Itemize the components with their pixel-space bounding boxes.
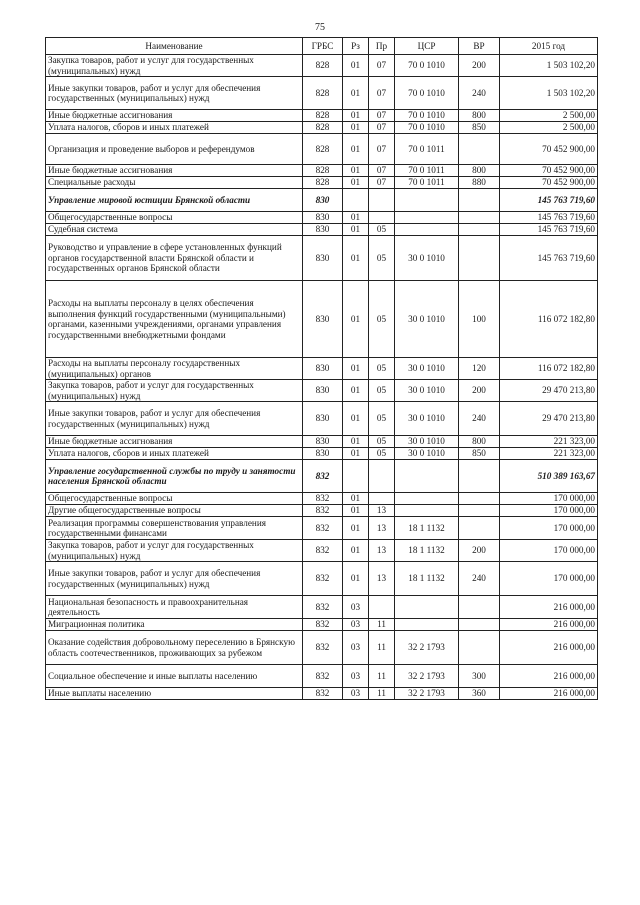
cell-pr: 11 (369, 631, 395, 665)
table-row (46, 134, 598, 165)
cell-csr: 30 0 1010 (395, 358, 459, 380)
table-row (46, 631, 598, 665)
table-row (46, 402, 598, 436)
cell-amount: 29 470 213,80 (500, 380, 598, 402)
cell-amount: 216 000,00 (500, 688, 598, 700)
table-row (46, 189, 598, 212)
cell-csr (395, 460, 459, 493)
table-row (46, 493, 598, 505)
table-row (46, 448, 598, 460)
cell-amount: 221 323,00 (500, 448, 598, 460)
cell-grbs: 828 (303, 134, 343, 165)
cell-name: Общегосударственные вопросы (46, 493, 303, 505)
cell-csr (395, 493, 459, 505)
cell-grbs: 832 (303, 517, 343, 540)
cell-vr (459, 619, 500, 631)
cell-name: Управление государственной службы по труду и занятости населения Брянской области (46, 460, 303, 493)
cell-rz: 01 (343, 55, 369, 77)
cell-name: Иные выплаты населению (46, 688, 303, 700)
cell-rz: 01 (343, 177, 369, 189)
cell-vr: 300 (459, 665, 500, 688)
cell-grbs: 830 (303, 448, 343, 460)
header-row (46, 38, 598, 55)
cell-grbs: 828 (303, 165, 343, 177)
cell-name: Иные бюджетные ассигнования (46, 110, 303, 122)
cell-amount: 216 000,00 (500, 631, 598, 665)
cell-csr: 30 0 1010 (395, 380, 459, 402)
cell-amount: 116 072 182,80 (500, 281, 598, 358)
cell-pr: 11 (369, 619, 395, 631)
cell-rz: 01 (343, 436, 369, 448)
cell-grbs: 832 (303, 505, 343, 517)
cell-grbs: 830 (303, 189, 343, 212)
cell-amount: 2 500,00 (500, 122, 598, 134)
cell-vr (459, 631, 500, 665)
cell-csr: 32 2 1793 (395, 631, 459, 665)
cell-csr: 70 0 1010 (395, 55, 459, 77)
cell-amount: 216 000,00 (500, 665, 598, 688)
cell-grbs: 828 (303, 177, 343, 189)
cell-grbs: 832 (303, 619, 343, 631)
table-row (46, 236, 598, 281)
cell-pr: 05 (369, 402, 395, 436)
cell-pr: 07 (369, 177, 395, 189)
cell-amount: 170 000,00 (500, 562, 598, 596)
cell-csr: 70 0 1010 (395, 122, 459, 134)
cell-amount: 145 763 719,60 (500, 189, 598, 212)
cell-grbs: 830 (303, 380, 343, 402)
cell-amount: 145 763 719,60 (500, 212, 598, 224)
cell-amount: 116 072 182,80 (500, 358, 598, 380)
cell-grbs: 832 (303, 631, 343, 665)
cell-rz: 01 (343, 540, 369, 562)
cell-grbs: 832 (303, 540, 343, 562)
cell-rz: 01 (343, 448, 369, 460)
cell-amount: 216 000,00 (500, 619, 598, 631)
cell-vr (459, 212, 500, 224)
cell-rz: 01 (343, 110, 369, 122)
cell-csr (395, 189, 459, 212)
cell-name: Уплата налогов, сборов и иных платежей (46, 122, 303, 134)
cell-csr: 70 0 1010 (395, 110, 459, 122)
cell-grbs: 832 (303, 460, 343, 493)
cell-vr: 880 (459, 177, 500, 189)
table-row (46, 212, 598, 224)
cell-vr: 240 (459, 562, 500, 596)
cell-vr (459, 460, 500, 493)
cell-name: Расходы на выплаты персоналу государственных (муниципальных) органов (46, 358, 303, 380)
cell-rz: 01 (343, 281, 369, 358)
cell-pr: 13 (369, 562, 395, 596)
cell-name: Закупка товаров, работ и услуг для государственных (муниципальных) нужд (46, 380, 303, 402)
cell-name: Социальное обеспечение и иные выплаты населению (46, 665, 303, 688)
cell-csr: 30 0 1010 (395, 236, 459, 281)
cell-pr: 07 (369, 122, 395, 134)
table-row (46, 358, 598, 380)
cell-rz: 01 (343, 505, 369, 517)
cell-grbs: 828 (303, 55, 343, 77)
cell-pr: 05 (369, 448, 395, 460)
cell-name: Общегосударственные вопросы (46, 212, 303, 224)
table-row (46, 596, 598, 619)
cell-amount: 70 452 900,00 (500, 165, 598, 177)
cell-amount: 29 470 213,80 (500, 402, 598, 436)
cell-vr (459, 596, 500, 619)
cell-csr (395, 596, 459, 619)
cell-rz: 03 (343, 619, 369, 631)
cell-rz: 01 (343, 562, 369, 596)
cell-pr (369, 493, 395, 505)
cell-rz: 01 (343, 165, 369, 177)
cell-csr: 70 0 1010 (395, 77, 459, 110)
cell-name: Национальная безопасность и правоохранительная деятельность (46, 596, 303, 619)
cell-pr: 07 (369, 77, 395, 110)
cell-rz: 01 (343, 517, 369, 540)
table-row (46, 77, 598, 110)
cell-amount: 2 500,00 (500, 110, 598, 122)
table-row (46, 224, 598, 236)
cell-name: Расходы на выплаты персоналу в целях обеспечения выполнения функций государственными (муниципальными) органами, казенными учреждениями, органами управления государственными внебюджетными фондами (46, 281, 303, 358)
cell-rz: 01 (343, 402, 369, 436)
cell-grbs: 830 (303, 224, 343, 236)
cell-grbs: 832 (303, 688, 343, 700)
cell-pr (369, 189, 395, 212)
cell-vr: 200 (459, 55, 500, 77)
cell-name: Уплата налогов, сборов и иных платежей (46, 448, 303, 460)
cell-vr: 800 (459, 436, 500, 448)
cell-name: Иные бюджетные ассигнования (46, 165, 303, 177)
cell-pr: 05 (369, 358, 395, 380)
table-row (46, 665, 598, 688)
table-row (46, 540, 598, 562)
table-row (46, 177, 598, 189)
cell-amount: 170 000,00 (500, 493, 598, 505)
cell-csr (395, 224, 459, 236)
cell-name: Оказание содействия добровольному переселению в Брянскую область соотечественников, проживающих за рубежом (46, 631, 303, 665)
table-row (46, 165, 598, 177)
cell-rz (343, 189, 369, 212)
cell-csr (395, 619, 459, 631)
cell-pr: 07 (369, 55, 395, 77)
cell-csr: 30 0 1010 (395, 436, 459, 448)
col-header-csr: ЦСР (395, 38, 459, 55)
cell-pr: 05 (369, 236, 395, 281)
cell-pr: 07 (369, 134, 395, 165)
cell-grbs: 828 (303, 122, 343, 134)
col-header-rz: Рз (343, 38, 369, 55)
cell-name: Иные закупки товаров, работ и услуг для обеспечения государственных (муниципальных) нужд (46, 402, 303, 436)
cell-vr (459, 493, 500, 505)
cell-csr: 18 1 1132 (395, 517, 459, 540)
cell-name: Закупка товаров, работ и услуг для государственных (муниципальных) нужд (46, 540, 303, 562)
cell-amount: 170 000,00 (500, 517, 598, 540)
cell-name: Управление мировой юстиции Брянской области (46, 189, 303, 212)
cell-vr (459, 505, 500, 517)
cell-name: Организация и проведение выборов и референдумов (46, 134, 303, 165)
cell-rz: 03 (343, 688, 369, 700)
cell-name: Иные закупки товаров, работ и услуг для обеспечения государственных (муниципальных) нужд (46, 562, 303, 596)
cell-amount: 145 763 719,60 (500, 224, 598, 236)
cell-vr (459, 517, 500, 540)
cell-csr: 30 0 1010 (395, 281, 459, 358)
cell-rz: 01 (343, 224, 369, 236)
cell-pr: 05 (369, 224, 395, 236)
cell-amount: 510 389 163,67 (500, 460, 598, 493)
cell-pr: 13 (369, 517, 395, 540)
page-number: 75 (315, 22, 325, 33)
cell-csr: 70 0 1011 (395, 177, 459, 189)
cell-pr: 11 (369, 688, 395, 700)
cell-name: Иные бюджетные ассигнования (46, 436, 303, 448)
cell-grbs: 832 (303, 665, 343, 688)
cell-pr: 13 (369, 505, 395, 517)
table-row (46, 505, 598, 517)
cell-pr (369, 212, 395, 224)
cell-vr (459, 134, 500, 165)
cell-rz: 01 (343, 380, 369, 402)
col-header-year: 2015 год (500, 38, 598, 55)
cell-pr (369, 460, 395, 493)
cell-name: Руководство и управление в сфере установленных функций органов государственной власти Брянской области и государственных органов Брянской области (46, 236, 303, 281)
table-row (46, 281, 598, 358)
table-row (46, 380, 598, 402)
cell-name: Иные закупки товаров, работ и услуг для обеспечения государственных (муниципальных) нужд (46, 77, 303, 110)
cell-pr: 11 (369, 665, 395, 688)
cell-rz: 03 (343, 596, 369, 619)
cell-csr: 18 1 1132 (395, 540, 459, 562)
col-header-grbs: ГРБС (303, 38, 343, 55)
cell-vr: 200 (459, 540, 500, 562)
cell-grbs: 828 (303, 77, 343, 110)
cell-grbs: 830 (303, 436, 343, 448)
cell-amount: 70 452 900,00 (500, 177, 598, 189)
table-row (46, 436, 598, 448)
cell-amount: 221 323,00 (500, 436, 598, 448)
cell-pr: 07 (369, 165, 395, 177)
cell-rz: 01 (343, 236, 369, 281)
cell-amount: 1 503 102,20 (500, 77, 598, 110)
cell-name: Судебная система (46, 224, 303, 236)
cell-csr (395, 505, 459, 517)
cell-pr: 07 (369, 110, 395, 122)
cell-vr: 800 (459, 165, 500, 177)
cell-csr: 30 0 1010 (395, 402, 459, 436)
table-row (46, 55, 598, 77)
cell-pr: 13 (369, 540, 395, 562)
cell-vr: 240 (459, 77, 500, 110)
cell-rz: 01 (343, 77, 369, 110)
table-row (46, 619, 598, 631)
cell-grbs: 830 (303, 402, 343, 436)
col-header-pr: Пр (369, 38, 395, 55)
col-header-name: Наименование (46, 38, 303, 55)
cell-grbs: 830 (303, 212, 343, 224)
cell-amount: 1 503 102,20 (500, 55, 598, 77)
cell-vr: 850 (459, 122, 500, 134)
cell-rz: 01 (343, 134, 369, 165)
cell-name: Миграционная политика (46, 619, 303, 631)
cell-csr: 70 0 1011 (395, 165, 459, 177)
cell-grbs: 832 (303, 493, 343, 505)
table-row (46, 110, 598, 122)
cell-vr: 120 (459, 358, 500, 380)
cell-grbs: 832 (303, 596, 343, 619)
cell-rz: 03 (343, 631, 369, 665)
cell-vr: 240 (459, 402, 500, 436)
table-row (46, 562, 598, 596)
cell-pr: 05 (369, 436, 395, 448)
cell-csr: 18 1 1132 (395, 562, 459, 596)
cell-csr: 70 0 1011 (395, 134, 459, 165)
cell-grbs: 830 (303, 281, 343, 358)
cell-rz: 01 (343, 358, 369, 380)
cell-rz (343, 460, 369, 493)
cell-amount: 170 000,00 (500, 505, 598, 517)
cell-vr (459, 224, 500, 236)
cell-grbs: 830 (303, 358, 343, 380)
cell-amount: 145 763 719,60 (500, 236, 598, 281)
cell-vr (459, 236, 500, 281)
cell-csr: 30 0 1010 (395, 448, 459, 460)
cell-grbs: 832 (303, 562, 343, 596)
cell-name: Реализация программы совершенствования управления государственными финансами (46, 517, 303, 540)
cell-vr: 100 (459, 281, 500, 358)
cell-rz: 01 (343, 493, 369, 505)
col-header-vr: ВР (459, 38, 500, 55)
table-row (46, 688, 598, 700)
budget-table (45, 37, 598, 700)
cell-csr (395, 212, 459, 224)
cell-pr: 05 (369, 281, 395, 358)
cell-vr: 200 (459, 380, 500, 402)
cell-vr: 800 (459, 110, 500, 122)
table-row (46, 460, 598, 493)
table-row (46, 517, 598, 540)
table-row (46, 122, 598, 134)
cell-amount: 216 000,00 (500, 596, 598, 619)
cell-vr: 360 (459, 688, 500, 700)
cell-grbs: 828 (303, 110, 343, 122)
cell-vr: 850 (459, 448, 500, 460)
cell-csr: 32 2 1793 (395, 665, 459, 688)
cell-grbs: 830 (303, 236, 343, 281)
cell-rz: 03 (343, 665, 369, 688)
cell-pr (369, 596, 395, 619)
cell-name: Специальные расходы (46, 177, 303, 189)
cell-amount: 70 452 900,00 (500, 134, 598, 165)
cell-name: Другие общегосударственные вопросы (46, 505, 303, 517)
cell-vr (459, 189, 500, 212)
cell-rz: 01 (343, 122, 369, 134)
cell-rz: 01 (343, 212, 369, 224)
cell-csr: 32 2 1793 (395, 688, 459, 700)
cell-pr: 05 (369, 380, 395, 402)
cell-name: Закупка товаров, работ и услуг для государственных (муниципальных) нужд (46, 55, 303, 77)
cell-amount: 170 000,00 (500, 540, 598, 562)
